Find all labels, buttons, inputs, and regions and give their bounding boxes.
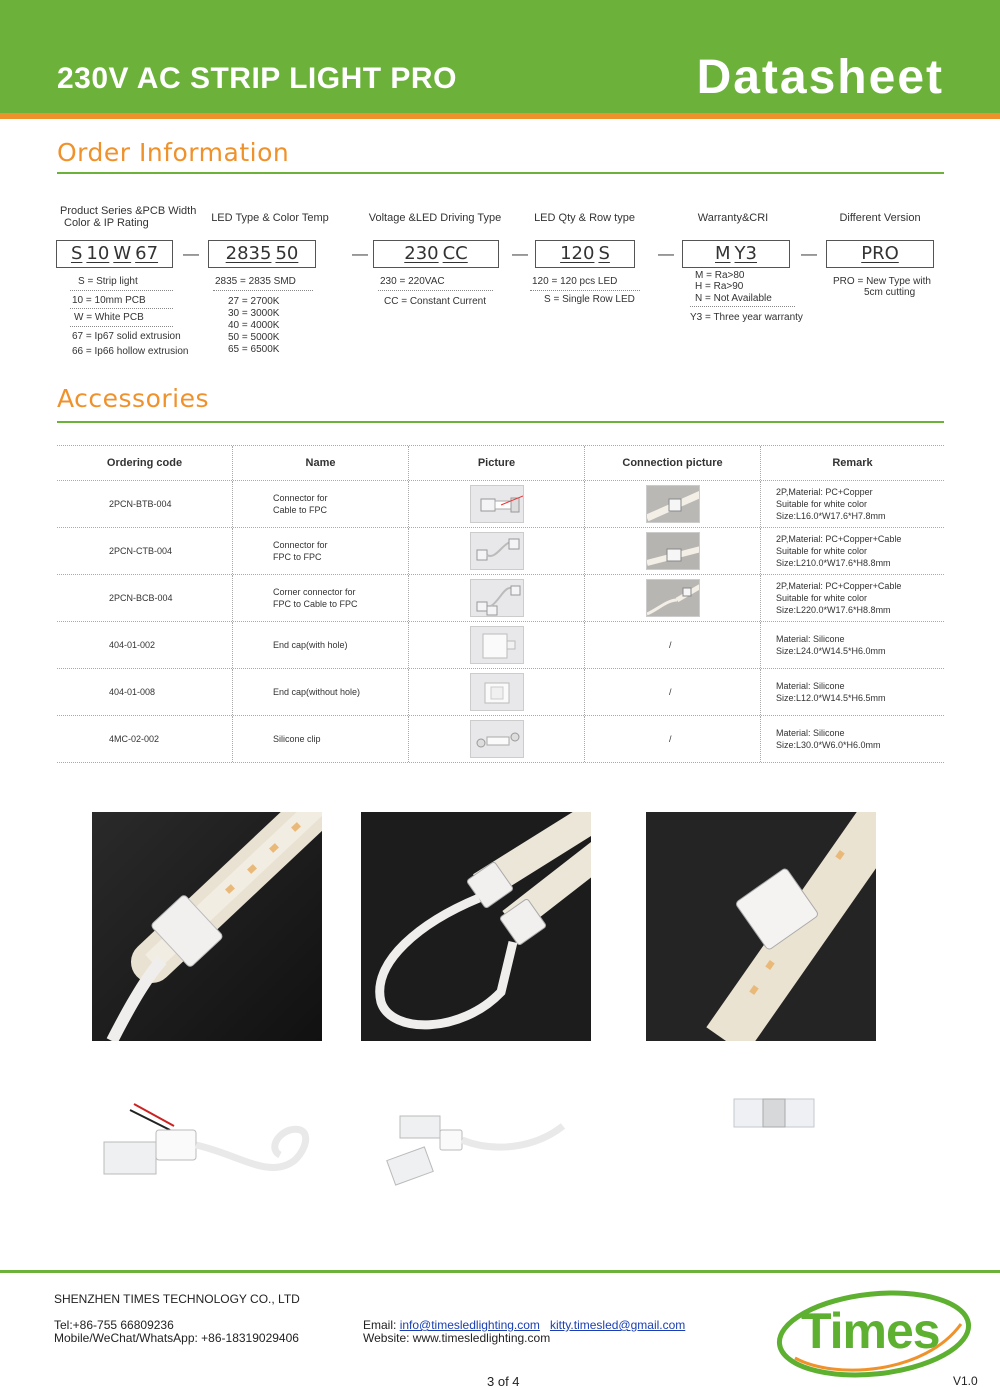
ordering-code: 2PCN-CTB-004 — [109, 546, 173, 556]
col-header: Connection picture — [585, 446, 761, 480]
oi-legend-line: 5cm cutting — [864, 287, 916, 298]
product-thumbnail — [470, 532, 524, 570]
table-row — [57, 716, 944, 763]
oi-divider — [70, 308, 173, 309]
oi-head-version: Different Version — [839, 212, 921, 224]
remark-line: Suitable for white color — [776, 546, 868, 556]
remark-line: Suitable for white color — [776, 499, 868, 509]
oi-legend-line: 2835 = 2835 SMD — [215, 276, 296, 287]
datasheet-label: Datasheet — [696, 51, 944, 104]
item-name-line: Connector for — [273, 493, 328, 503]
document-title: 230V AC STRIP LIGHT PRO — [57, 62, 457, 95]
oi-head-line: Color & IP Rating — [64, 217, 149, 229]
code-part: S — [598, 243, 610, 264]
code-separator: — — [658, 246, 674, 263]
remark-line: 2P,Material: PC+Copper+Cable — [776, 581, 902, 591]
code-part: 10 — [86, 243, 110, 264]
remark-line: Material: Silicone — [776, 681, 845, 691]
remark — [776, 727, 881, 751]
remark-line: Size:L210.0*W17.6*H8.8mm — [776, 558, 891, 568]
company-name: SHENZHEN TIMES TECHNOLOGY CO., LTD — [54, 1292, 300, 1306]
connection-placeholder: / — [669, 687, 672, 697]
code-part: CC — [442, 243, 468, 264]
remark — [776, 580, 901, 616]
item-name — [273, 639, 348, 651]
table-row — [57, 622, 944, 669]
remark-line: Suitable for white color — [776, 593, 868, 603]
oi-head-qty: LED Qty & Row type — [534, 212, 635, 224]
ordering-code: 404-01-008 — [109, 687, 156, 697]
remark-line: Size:L220.0*W17.6*H8.8mm — [776, 605, 891, 615]
oi-legend-line: 230 = 220VAC — [380, 276, 445, 287]
col-header: Name — [233, 446, 409, 480]
item-name — [273, 492, 328, 516]
oi-head-line: Product Series &PCB Width — [60, 205, 197, 217]
order-info-rule — [57, 172, 944, 174]
header-accent-stripe — [0, 113, 1000, 119]
logo-text: Times — [801, 1303, 940, 1359]
item-name — [273, 586, 358, 610]
code-box-series — [56, 240, 173, 268]
photo-cable-to-fpc — [92, 812, 322, 1041]
col-header: Picture — [409, 446, 585, 480]
code-part: M — [715, 243, 731, 264]
remark-line: Size:L12.0*W14.5*H6.5mm — [776, 693, 886, 703]
oi-legend-line: S = Single Row LED — [544, 294, 635, 305]
order-info-title: Order Information — [57, 138, 290, 167]
code-box-version — [826, 240, 934, 268]
oi-divider — [378, 290, 493, 291]
product-thumbnail — [470, 673, 524, 711]
code-part: 2835 — [225, 243, 272, 264]
product-thumbnail — [470, 579, 524, 617]
oi-legend-line: 66 = Ip66 hollow extrusion — [72, 346, 189, 357]
connection-thumbnail — [646, 485, 700, 523]
oi-legend-line: PRO = New Type with — [833, 276, 931, 287]
ordering-code: 4MC-02-002 — [109, 734, 160, 744]
oi-head-product — [60, 205, 205, 229]
remark — [776, 486, 886, 522]
accessories-title: Accessories — [57, 384, 210, 413]
photo-corner-connector — [646, 812, 876, 1041]
table-header-row — [57, 446, 944, 481]
email-link-info[interactable]: info@timesledlighting.com — [399, 1318, 540, 1332]
oi-legend-line: H = Ra>90 — [695, 281, 744, 292]
product-cable-connector — [100, 1100, 315, 1190]
remark-line: Size:L24.0*W14.5*H6.0mm — [776, 646, 886, 656]
oi-legend-line: 40 = 4000K — [228, 320, 280, 331]
table-row — [57, 528, 944, 575]
oi-head-warranty: Warranty&CRI — [697, 212, 769, 224]
footer-rule — [0, 1270, 1000, 1273]
item-name-line: FPC to FPC — [273, 552, 322, 562]
footer-email — [363, 1318, 685, 1332]
code-box-voltage — [373, 240, 499, 268]
oi-divider — [690, 306, 795, 307]
product-fpc-connector — [385, 1108, 575, 1188]
code-separator: — — [512, 246, 528, 263]
code-separator: — — [352, 246, 368, 263]
code-part: 230 — [404, 243, 439, 264]
page-number: 3 of 4 — [487, 1374, 520, 1387]
code-separator: — — [801, 246, 817, 263]
remark-line: Size:L16.0*W17.6*H7.8mm — [776, 511, 886, 521]
connection-placeholder: / — [669, 640, 672, 650]
item-name-line: End cap(without hole) — [273, 687, 361, 697]
code-part: 67 — [135, 243, 159, 264]
code-part: Y3 — [734, 243, 757, 264]
remark — [776, 533, 901, 569]
oi-divider — [213, 290, 313, 291]
oi-head-voltage: Voltage &LED Driving Type — [368, 212, 502, 224]
connection-thumbnail — [646, 532, 700, 570]
code-box-warranty — [682, 240, 790, 268]
code-part: PRO — [861, 243, 899, 264]
times-logo — [775, 1288, 973, 1380]
version-label: V1.0 — [953, 1374, 978, 1387]
table-row — [57, 575, 944, 622]
table-row — [57, 481, 944, 528]
item-name — [273, 733, 321, 745]
remark — [776, 680, 886, 704]
oi-legend-line: S = Strip light — [78, 276, 138, 287]
remark-line: Material: Silicone — [776, 728, 845, 738]
product-end-clip — [733, 1095, 815, 1131]
col-header: Remark — [832, 457, 873, 469]
ordering-code: 404-01-002 — [109, 640, 156, 650]
oi-legend-line: 30 = 3000K — [228, 308, 280, 319]
remark — [776, 633, 886, 657]
remark-line: 2P,Material: PC+Copper+Cable — [776, 534, 902, 544]
col-header: Ordering code — [57, 446, 233, 480]
item-name — [273, 686, 360, 698]
item-name — [273, 539, 328, 563]
ordering-code: 2PCN-BTB-004 — [109, 499, 172, 509]
connection-thumbnail — [646, 579, 700, 617]
footer-website: Website: www.timesledlighting.com — [363, 1331, 551, 1345]
ordering-code: 2PCN-BCB-004 — [109, 593, 173, 603]
oi-legend-line: 65 = 6500K — [228, 344, 280, 355]
oi-legend-line: 67 = Ip67 solid extrusion — [72, 331, 181, 342]
accessories-rule — [57, 421, 944, 423]
oi-legend-line: CC = Constant Current — [384, 296, 486, 307]
email-label: Email: — [363, 1318, 397, 1332]
remark-line: Material: Silicone — [776, 634, 845, 644]
oi-legend-line: 120 = 120 pcs LED — [532, 276, 618, 287]
oi-legend-line: 27 = 2700K — [228, 296, 280, 307]
product-thumbnail — [470, 485, 524, 523]
item-name-line: Connector for — [273, 540, 328, 550]
code-box-qty — [535, 240, 635, 268]
code-part: 120 — [560, 243, 595, 264]
table-row — [57, 669, 944, 716]
code-part: 50 — [275, 243, 299, 264]
oi-divider — [530, 290, 640, 291]
connection-placeholder: / — [669, 734, 672, 744]
code-separator: — — [183, 246, 199, 263]
email-link-kitty[interactable]: kitty.timesled@gmail.com — [549, 1318, 686, 1332]
photo-fpc-to-fpc — [361, 812, 591, 1041]
remark-line: Size:L30.0*W6.0*H6.0mm — [776, 740, 881, 750]
oi-legend-line: W = White PCB — [74, 312, 144, 323]
item-name-line: Corner connector for — [273, 587, 356, 597]
footer-tel: Tel:+86-755 66809236 — [54, 1318, 174, 1332]
remark-line: 2P,Material: PC+Copper — [776, 487, 873, 497]
oi-divider — [70, 290, 173, 291]
item-name-line: End cap(with hole) — [273, 640, 348, 650]
code-part: W — [113, 243, 132, 264]
oi-legend-line: Y3 = Three year warranty — [690, 312, 803, 323]
oi-legend-line: 10 = 10mm PCB — [72, 295, 146, 306]
item-name-line: Silicone clip — [273, 734, 321, 744]
oi-legend-line: 50 = 5000K — [228, 332, 280, 343]
accessories-table — [57, 445, 944, 763]
code-box-led — [208, 240, 316, 268]
product-thumbnail — [470, 626, 524, 664]
item-name-line: Cable to FPC — [273, 505, 328, 515]
oi-legend-line: M = Ra>80 — [695, 270, 745, 281]
item-name-line: FPC to Cable to FPC — [273, 599, 358, 609]
footer-mobile: Mobile/WeChat/WhatsApp: +86-18319029406 — [54, 1331, 299, 1345]
product-thumbnail — [470, 720, 524, 758]
oi-legend-line: N = Not Available — [695, 293, 772, 304]
oi-divider — [70, 326, 173, 327]
code-part: S — [70, 243, 83, 264]
oi-head-led: LED Type & Color Temp — [211, 212, 329, 224]
